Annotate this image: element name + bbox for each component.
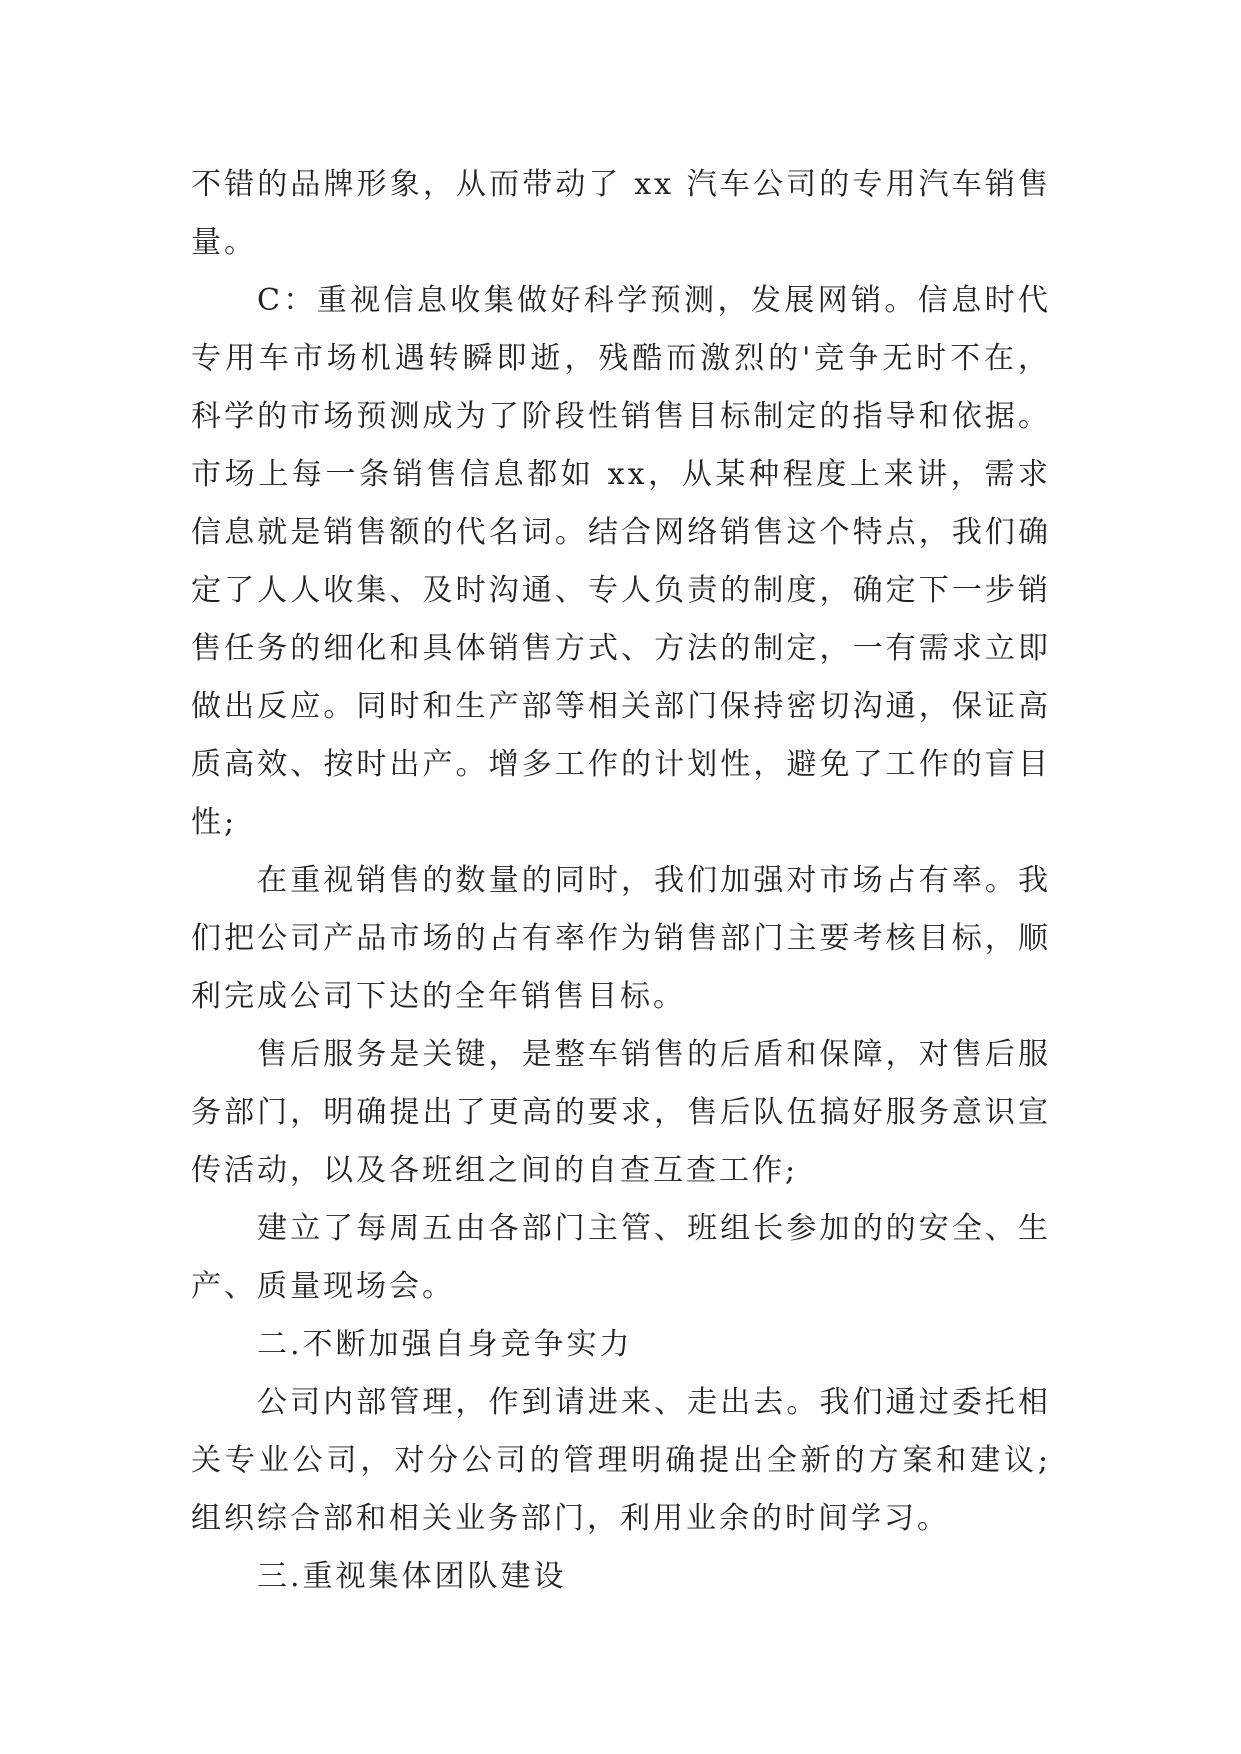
paragraph-market-share: 在重视销售的数量的同时，我们加强对市场占有率。我们把公司产品市场的占有率作为销售部门主要考核目标，顺利完成公司下达的全年销售目标。 [191,863,1051,1014]
paragraph-brand-image: 不错的品牌形象，从而带动了 xx 汽车公司的专用汽车销售量。 [191,167,1051,260]
paragraph-information-collection: C：重视信息收集做好科学预测，发展网销。信息时代专用车市场机遇转瞬即逝，残酷而激烈的'竞争无时不在，科学的市场预测成为了阶段性销售目标制定的指导和依据。市场上每一条销售信息都如 xx，从某种程度上来讲，需求信息就是销售额的代名词。结合网络销售这个特点，我们确定了人人收集、及时沟通、专人负责的制度，确定下一步销售任务的细化和具体销售方式、方法的制定，一有需求立即做出反应。同时和生产部等相关部门保持密切沟通，保证高质高效、按时出产。增多工作的计划性，避免了工作的盲目性; [191,283,1051,840]
paragraph-weekly-meeting: 建立了每周五由各部门主管、班组长参加的的安全、生产、质量现场会。 [191,1211,1051,1304]
document-page [191,156,1051,1606]
paragraph-after-sales-service: 售后服务是关键，是整车销售的后盾和保障，对售后服务部门，明确提出了更高的要求，售后队伍搞好服务意识宣传活动，以及各班组之间的自查互查工作; [191,1037,1051,1188]
section-heading-team-building: 三.重视集体团队建设 [257,1559,567,1594]
section-heading-competitiveness: 二.不断加强自身竞争实力 [257,1327,633,1362]
paragraph-internal-management: 公司内部管理，作到请进来、走出去。我们通过委托相关专业公司，对分公司的管理明确提出全新的方案和建议;组织综合部和相关业务部门，利用业余的时间学习。 [191,1385,1051,1536]
